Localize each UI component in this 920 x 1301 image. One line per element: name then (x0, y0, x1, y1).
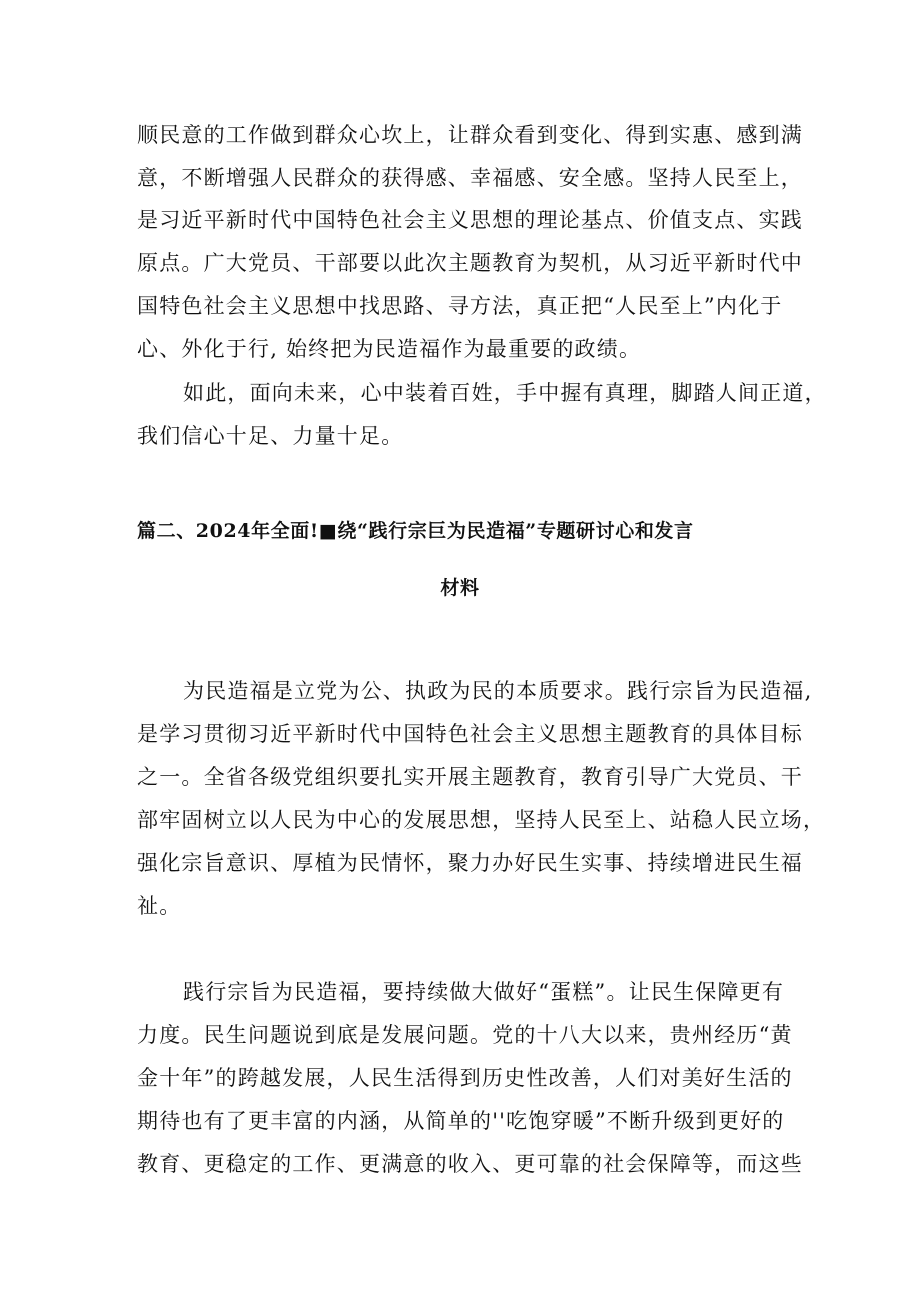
paragraph-line: 力度。民生问题说到底是发展问题。党的十八大以来，贵州经历“黄 (137, 1023, 793, 1047)
paragraph-line: 如此，面向未来，心中装着百姓，手中握有真理，脚踏人间正道， (183, 381, 827, 405)
paragraph-line: 祉。 (137, 894, 182, 918)
paragraph-line: 教育、更稳定的工作、更满意的收入、更可靠的社会保障等，而这些 (137, 1152, 803, 1176)
paragraph-line: 国特色社会主义思想中找思路、寻方法，真正把“人民至上”内化于 (137, 294, 783, 318)
paragraph-line: 心、外化于行, 始终把为民造福作为最重要的政绩。 (137, 337, 642, 361)
section-heading: 篇二、2024年全面!■绕“践行宗巨为民造福”专题研讨心和发言 (137, 520, 694, 542)
paragraph-line: 强化宗旨意识、厚植为民情怀，聚力办好民生实事、持续增进民生福 (137, 851, 803, 875)
paragraph-line: 意，不断增强人民群众的获得感、幸福感、安全感。坚持人民至上， (137, 166, 803, 190)
paragraph-line: 我们信心十足、力量十足。 (137, 424, 404, 448)
paragraph-line: 是习近平新时代中国特色社会主义思想的理论基点、价值支点、实践 (137, 208, 803, 232)
paragraph-line: 金十年”的跨越发展，人民生活得到历史性改善，人们对美好生活的 (137, 1066, 793, 1090)
paragraph-line: 原点。广大党员、干部要以此次主题教育为契机，从习近平新时代中 (137, 251, 803, 275)
paragraph-line: 顺民意的工作做到群众心坎上，让群众看到变化、得到实惠、感到满 (137, 123, 803, 147)
paragraph-line: 是学习贯彻习近平新时代中国特色社会主义思想主题教育的具体目标 (137, 722, 803, 746)
paragraph-line: 为民造福是立党为公、执政为民的本质要求。践行宗旨为民造福, (183, 679, 813, 703)
paragraph-line: 践行宗旨为民造福，要持续做大做好“蛋糕”。让民生保障更有 (183, 980, 785, 1004)
section-heading-continued: 材料 (440, 577, 480, 599)
paragraph-line: 期待也有了更丰富的内涵，从简单的''吃饱穿暖”不断升级到更好的 (137, 1109, 785, 1133)
paragraph-line: 之一。全省各级党组织要扎实开展主题教育，教育引导广大党员、干 (137, 765, 803, 789)
paragraph-line: 部牢固树立以人民为中心的发展思想，坚持人民至上、站稳人民立场， (137, 808, 826, 832)
